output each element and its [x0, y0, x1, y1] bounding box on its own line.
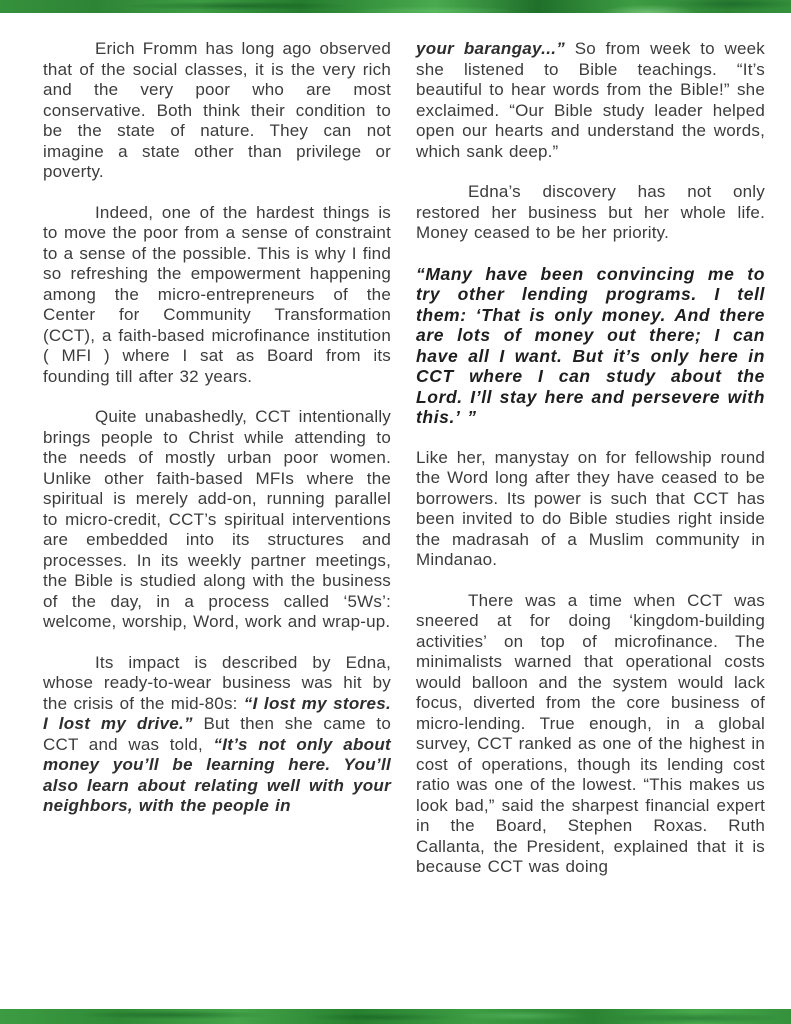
pull-quote-many-convincing: “Many have been convincing me to try other lending programs. I tell them: ‘That is only money. And there are lots of money out there; I can have all I want. But it’s only here in CCT where I can study about the Lord. I’ll stay here and persevere with this.’ ” [416, 263, 765, 427]
paragraph-indeed-hardest: Indeed, one of the hardest things is to move the poor from a sense of constraint to a sense of the possible. This is why I find so refreshing the empowerment happening among the micro-entrepreneurs of the Center for Community Transformation (CCT), a faith-based microfinance institution ( MFI ) where I sat as Board from its founding till after 32 years. [43, 202, 391, 386]
edna-impact-text: Its impact is described by Edna, whose ready-to-wear business was hit by the crisis of the mid-80s: [43, 652, 391, 713]
left-column [43, 39, 391, 878]
article-body [43, 39, 765, 878]
top-green-border [0, 0, 791, 13]
right-column [416, 39, 765, 878]
cct-welcome-quote-end: your barangay...” [416, 39, 566, 58]
paragraph-erich-fromm: Erich Fromm has long ago observed that of the social classes, it is the very rich and the very poor who are most conservative. Both think their condition to be the state of nature. They can not imagine a state other than privilege or poverty. [43, 39, 391, 181]
paragraph-quite-unabashedly: Quite unabashedly, CCT intentionally brings people to Christ while attending to the needs of mostly urban poor women. Unlike other faith-based MFIs where the spiritual is merely add-on, running parallel to micro-credit, CCT’s spiritual interventions are embedded into its structures and processes. In its weekly partner meetings, the Bible is studied along with the business of the day, in a process called ‘5Ws’: welcome, worship, Word, work and wrap-up. [43, 407, 391, 631]
paragraph-there-was-a-time: There was a time when CCT was sneered at for doing ‘kingdom-building activities’ on top of microfinance. The minimalists warned that operational costs would balloon and the system would lack focus, diverted from the core business of micro-lending. True enough, in a global survey, CCT ranked as one of the highest in cost of operations, though its lending cost ratio was one of the lowest. “This makes us look bad,” said the sharpest financial expert in the Board, Stephen Roxas. Ruth Callanta, the President, explained that it is because CCT was doing [416, 590, 765, 876]
paragraph-like-her-fellowship: Like her, manystay on for fellowship round the Word long after they have ceased to be borrowers. Its power is such that CCT has been invited to do Bible studies right inside the madrasah of a Muslim community in Mindanao. [416, 447, 765, 569]
paragraph-edna-discovery: Edna’s discovery has not only restored her business but her whole life. Money ceased to be her priority. [416, 182, 765, 242]
edna-quote-lost-stores: “I lost my stores. I lost my drive.” [43, 693, 391, 733]
cct-welcome-quote-start: “It’s not only about money you’ll be learning here. You’ll also learn about relating well with your neighbors, with the people in [43, 734, 391, 815]
edna-impact-text-2: But then she came to CCT and was told, [43, 714, 391, 754]
paragraph-barangay-continuation [416, 39, 765, 162]
bottom-green-border [0, 1009, 791, 1024]
bible-teachings-text: So from week to week she listened to Bible teachings. “It’s beautiful to hear words from the Bible!” she exclaimed. “Our Bible study leader helped open our hearts and understand the words, which sank deep.” [416, 39, 765, 161]
paragraph-edna-impact [43, 653, 391, 817]
